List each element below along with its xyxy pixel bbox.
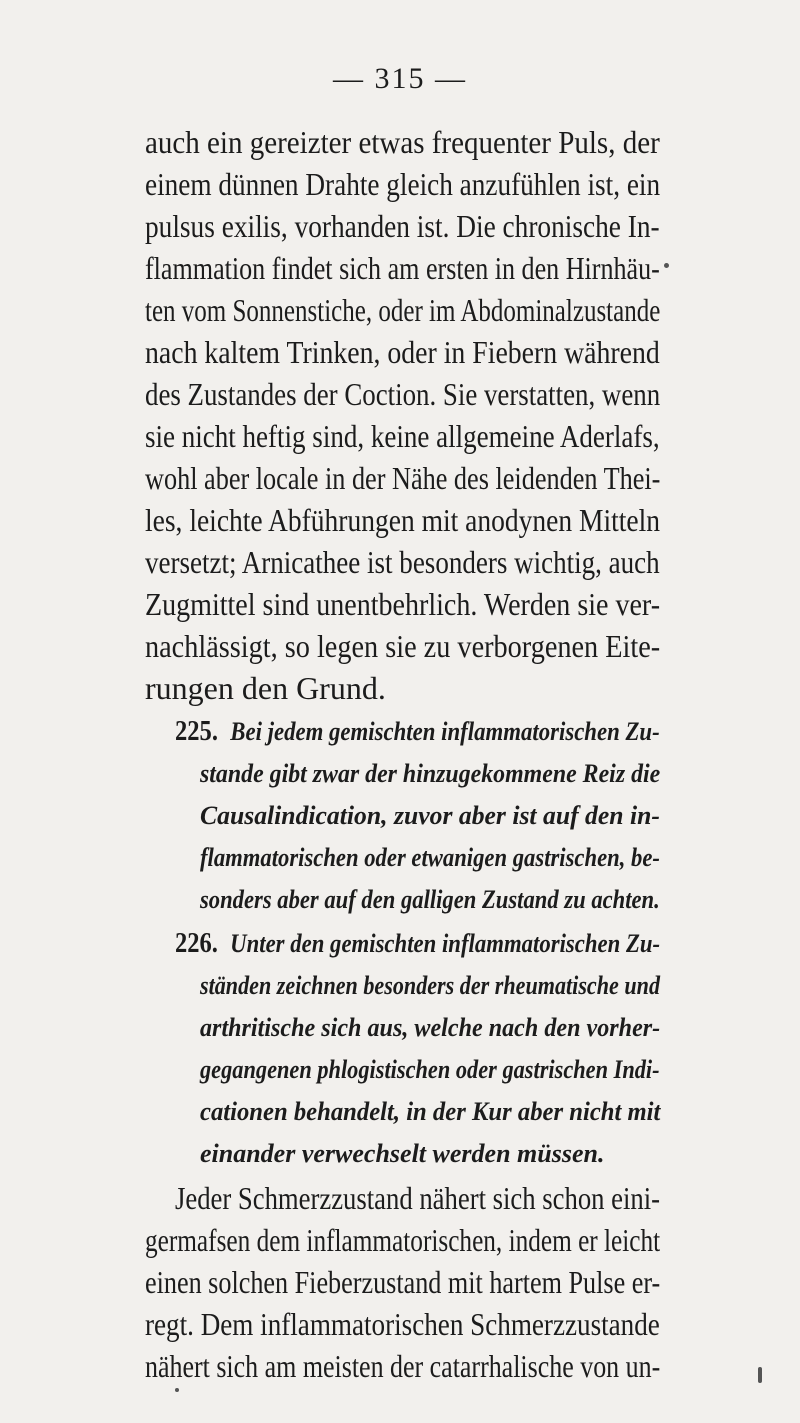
text-line: Jeder Schmerzzustand nähert sich schon eini- [175, 1180, 661, 1216]
section-226-number: 226. [175, 928, 218, 959]
text-line: des Zustandes der Coction. Sie verstatten, wenn [145, 376, 661, 412]
ink-speck [175, 1388, 179, 1392]
text-line: versetzt; Arnicathee ist besonders wichtig, auch [145, 544, 660, 580]
section-225-line: 225. Bei jedem gemischten inflammatorischen Zu- [175, 716, 660, 747]
text-line: wohl aber locale in der Nähe des leidenden Thei- [145, 460, 661, 496]
text-line: pulsus exilis, vorhanden ist. Die chronische In- [145, 208, 660, 244]
text-line: einem dünnen Drahte gleich anzufühlen ist, ein [145, 166, 661, 202]
text-line: germafsen dem inflammatorischen, indem er leicht [145, 1222, 661, 1258]
section-226-line: ständen zeichnen besonders der rheumatische und [200, 971, 661, 1000]
section-226-line: einander verwechselt werden müssen. [200, 1139, 605, 1168]
text-line: Zugmittel sind unentbehrlich. Werden sie ver- [145, 586, 661, 622]
text-line: auch ein gereizter etwas frequenter Puls, der [145, 124, 660, 160]
text-line: rungen den Grund. [145, 670, 386, 706]
section-225-line: sonders aber auf den galligen Zustand zu achten. [200, 885, 660, 914]
text-line: regt. Dem inflammatorischen Schmerzzustande [145, 1306, 660, 1342]
text-line: ten vom Sonnenstiche, oder im Abdominalzustande [145, 292, 661, 328]
text-line: les, leichte Abführungen mit anodynen Mitteln [145, 502, 660, 538]
section-225-line: Causalindication, zuvor aber ist auf den in- [200, 801, 660, 830]
section-225-line: flammatorischen oder etwanigen gastrischen, be- [200, 843, 660, 872]
text-line: nach kaltem Trinken, oder in Fiebern während [145, 334, 660, 370]
ink-speck [664, 263, 669, 268]
text-line: flammation findet sich am ersten in den Hirnhäu- [145, 250, 660, 286]
section-226-line: 226. Unter den gemischten inflammatorischen Zu- [175, 928, 661, 959]
section-225-line: stande gibt zwar der hinzugekommene Reiz die [200, 759, 661, 788]
text-line: nachlässigt, so legen sie zu verborgenen Eite- [145, 628, 661, 664]
text-line: einen solchen Fieberzustand mit hartem Pulse er- [145, 1264, 661, 1300]
section-226-line: arthritische sich aus, welche nach den vorher- [200, 1013, 661, 1042]
section-226-line: cationen behandelt, in der Kur aber nicht mit [200, 1097, 661, 1126]
section-225-number: 225. [175, 716, 218, 747]
section-226-line: gegangenen phlogistischen oder gastrischen Indi- [200, 1055, 660, 1084]
text-line: nähert sich am meisten der catarrhalische von un- [145, 1348, 661, 1384]
page-number: — 315 — [333, 62, 467, 95]
ink-speck [758, 1367, 762, 1383]
text-line: sie nicht heftig sind, keine allgemeine Aderlafs, [145, 418, 660, 454]
